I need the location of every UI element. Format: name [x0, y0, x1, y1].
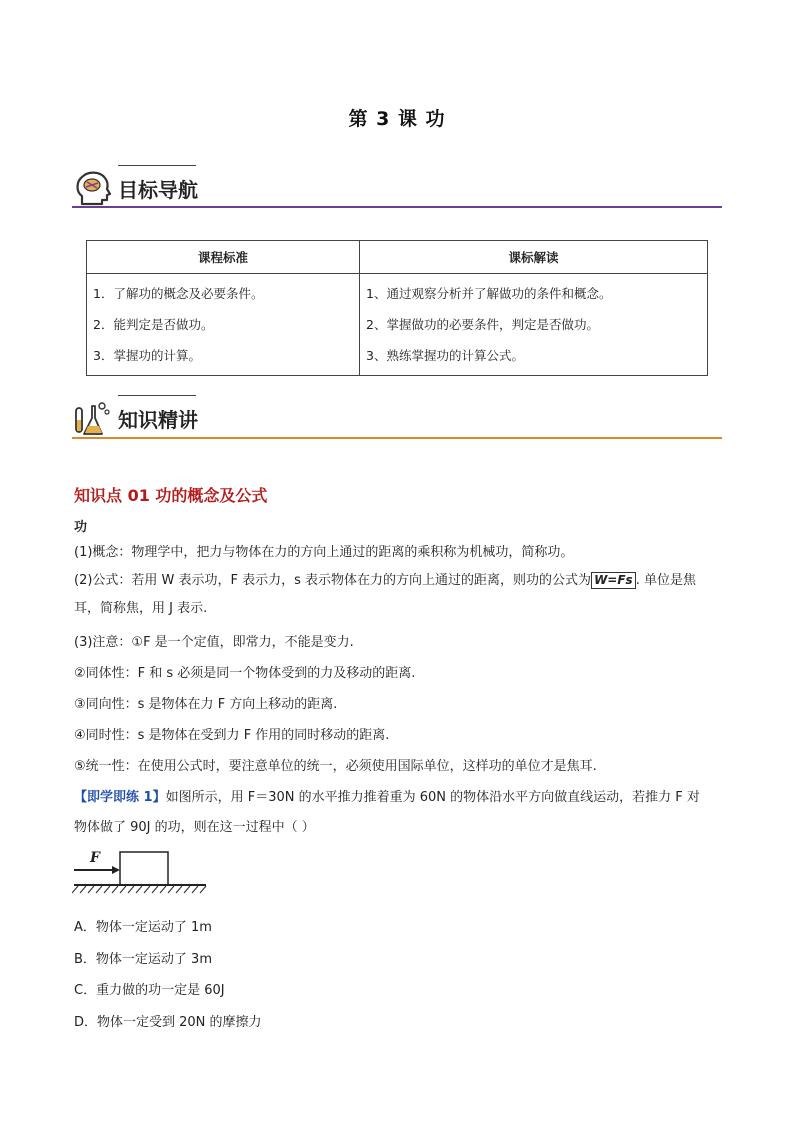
exercise-figure	[72, 848, 208, 896]
section-knowledge-header	[72, 398, 722, 442]
interpretation-item: 3、熟练掌握功的计算公式。	[366, 348, 524, 363]
interpretation-item: 1、通过观察分析并了解做功的条件和概念。	[366, 286, 612, 301]
note-item: ④同时性：s 是物体在受到力 F 作用的同时移动的距离.	[74, 728, 390, 743]
concept-text: (1)概念：物理学中，把力与物体在力的方向上通过的距离的乘积称为机械功，简称功。	[74, 545, 574, 560]
brain-head-icon	[72, 168, 114, 210]
exercise-question-line1	[74, 788, 722, 808]
formula-line	[74, 571, 722, 591]
lab-flask-icon	[72, 398, 114, 440]
option-a: A．物体一定运动了 1m	[74, 920, 212, 935]
formula-box: W=Fs	[591, 572, 636, 589]
formula-line-2: 耳，简称焦，用 J 表示.	[74, 601, 208, 616]
block	[120, 852, 168, 885]
force-label: F	[90, 850, 100, 866]
knowledge-point-title: 知识点 01 功的概念及公式	[74, 486, 268, 505]
note-item: ②同体性：F 和 s 必须是同一个物体受到的力及移动的距离.	[74, 666, 416, 681]
table-header-row	[87, 241, 708, 274]
section-top-line	[118, 165, 196, 166]
interpretation-cell	[360, 274, 708, 376]
section-goals-header	[72, 168, 722, 212]
exercise-tag: 【即学即练 1】	[74, 790, 166, 805]
kp-subtitle: 功	[74, 520, 88, 535]
table-header-standard: 课程标准	[87, 241, 360, 274]
option-c: C．重力做的功一定是 60J	[74, 983, 225, 998]
interpretation-item: 2、掌握做功的必要条件，判定是否做功。	[366, 317, 599, 332]
page-title: 第 3 课 功	[348, 108, 446, 130]
exercise-question-line2: 物体做了 90J 的功，则在这一过程中（ ）	[74, 820, 315, 835]
formula-prefix: (2)公式：若用 W 表示功，F 表示力，s 表示物体在力的方向上通过的距离，则功的公式为	[74, 573, 592, 588]
note-item: ③同向性：s 是物体在力 F 方向上移动的距离.	[74, 697, 338, 712]
note-item: (3)注意：①F 是一个定值，即常力，不能是变力.	[74, 635, 354, 650]
section-knowledge-rule	[72, 437, 722, 439]
formula-suffix: . 单位是焦	[635, 573, 696, 588]
section-top-line	[118, 395, 196, 396]
standard-item: 2．能判定是否做功。	[93, 317, 214, 332]
table-header-interpretation: 课标解读	[360, 241, 708, 274]
exercise-question-text: 如图所示，用 F＝30N 的水平推力推着重为 60N 的物体沿水平方向做直线运动，若推力 F 对	[165, 790, 700, 805]
standard-item: 1．了解功的概念及必要条件。	[93, 286, 264, 301]
goals-table	[86, 240, 708, 376]
note-item: ⑤统一性：在使用公式时，要注意单位的统一，必须使用国际单位，这样功的单位才是焦耳.	[74, 759, 597, 774]
section-goals-label: 目标导航	[118, 178, 198, 202]
option-b: B．物体一定运动了 3m	[74, 952, 212, 967]
standard-item: 3．掌握功的计算。	[93, 348, 201, 363]
section-goals-rule	[72, 206, 722, 208]
option-d: D．物体一定受到 20N 的摩擦力	[74, 1015, 262, 1030]
table-row	[87, 274, 708, 376]
force-arrow-head	[112, 866, 120, 874]
ground-hatching	[72, 886, 206, 893]
standards-cell	[87, 274, 360, 376]
section-knowledge-label: 知识精讲	[118, 408, 198, 432]
